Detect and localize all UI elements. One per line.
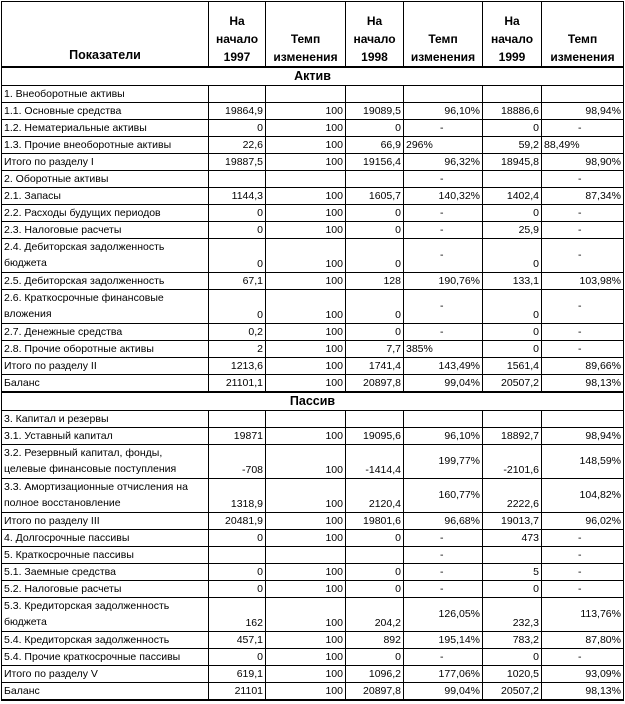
row-label: 2. Оборотные активы: [2, 170, 209, 187]
value-1999: 473: [483, 529, 542, 546]
value-1997: 619,1: [209, 665, 266, 682]
value-1998: 19156,4: [346, 153, 404, 170]
rate-1997: 100: [266, 665, 346, 682]
value-1998: 1605,7: [346, 187, 404, 204]
row-label: 4. Долгосрочные пассивы: [2, 529, 209, 546]
value-1999: 0: [483, 648, 542, 665]
table-row: [2, 682, 624, 700]
value-1999: 25,9: [483, 221, 542, 238]
table-row: [2, 597, 624, 631]
value-1997: 21101,1: [209, 374, 266, 392]
row-label: 5. Краткосрочные пассивы: [2, 546, 209, 563]
value-1998: 19801,6: [346, 512, 404, 529]
value-1997: 162: [209, 597, 266, 631]
rate-1999: 98,13%: [542, 374, 624, 392]
rate-1997: 100: [266, 529, 346, 546]
value-1998: -1414,4: [346, 444, 404, 478]
row-label: 5.4. Кредиторская задолженность: [2, 631, 209, 648]
rate-1998: 126,05%: [404, 597, 483, 631]
value-1999: 1020,5: [483, 665, 542, 682]
rate-1998: 96,32%: [404, 153, 483, 170]
table-row: [2, 238, 624, 272]
value-1997: 0: [209, 204, 266, 221]
rate-1999: -: [542, 580, 624, 597]
rate-1999: 88,49%: [542, 136, 624, 153]
rate-1999: -: [542, 204, 624, 221]
rate-1997: 100: [266, 102, 346, 119]
rate-1998: -: [404, 238, 483, 272]
value-1999: 133,1: [483, 272, 542, 289]
rate-1998: -: [404, 580, 483, 597]
row-label: 2.5. Дебиторская задолженность: [2, 272, 209, 289]
value-1998: 1741,4: [346, 357, 404, 374]
rate-1997: 100: [266, 119, 346, 136]
value-1997: 1213,6: [209, 357, 266, 374]
rate-1999: -: [542, 289, 624, 323]
row-label: Баланс: [2, 374, 209, 392]
rate-1999: -: [542, 563, 624, 580]
value-1997: 19871: [209, 427, 266, 444]
value-1998: [346, 85, 404, 102]
rate-1999: 98,13%: [542, 682, 624, 700]
rate-1998: -: [404, 648, 483, 665]
rate-1998: 96,68%: [404, 512, 483, 529]
table-row: [2, 102, 624, 119]
rate-1997: 100: [266, 580, 346, 597]
value-1997: 67,1: [209, 272, 266, 289]
row-label: 3.1. Уставный капитал: [2, 427, 209, 444]
rate-1999: 87,34%: [542, 187, 624, 204]
header-rate-2: Темп изменения: [404, 2, 483, 67]
row-label: 2.6. Краткосрочные финансовые вложения: [2, 289, 209, 323]
table-row: [2, 444, 624, 478]
rate-1998: 160,77%: [404, 478, 483, 512]
row-label: Итого по разделу III: [2, 512, 209, 529]
row-label: Итого по разделу V: [2, 665, 209, 682]
rate-1998: 190,76%: [404, 272, 483, 289]
value-1999: [483, 546, 542, 563]
row-label: Итого по разделу I: [2, 153, 209, 170]
rate-1997: 100: [266, 478, 346, 512]
value-1997: 0: [209, 289, 266, 323]
value-1997: 457,1: [209, 631, 266, 648]
value-1998: 2120,4: [346, 478, 404, 512]
rate-1999: -: [542, 221, 624, 238]
rate-1998: 385%: [404, 340, 483, 357]
rate-1999: -: [542, 119, 624, 136]
table-row: [2, 665, 624, 682]
row-label: 3.2. Резервный капитал, фонды, целевые финансовые поступления: [2, 444, 209, 478]
rate-1997: 100: [266, 374, 346, 392]
rate-1998: [404, 85, 483, 102]
value-1997: 0: [209, 221, 266, 238]
value-1999: 783,2: [483, 631, 542, 648]
table-row: [2, 512, 624, 529]
rate-1999: -: [542, 170, 624, 187]
rate-1999: 87,80%: [542, 631, 624, 648]
value-1999: 18945,8: [483, 153, 542, 170]
row-label: 3.3. Амортизационные отчисления на полное восстановление: [2, 478, 209, 512]
value-1999: -2101,6: [483, 444, 542, 478]
rate-1998: 99,04%: [404, 682, 483, 700]
value-1999: [483, 85, 542, 102]
rate-1997: 100: [266, 648, 346, 665]
value-1997: 1144,3: [209, 187, 266, 204]
rate-1997: 100: [266, 187, 346, 204]
row-label: 2.7. Денежные средства: [2, 323, 209, 340]
rate-1999: 148,59%: [542, 444, 624, 478]
value-1999: 19013,7: [483, 512, 542, 529]
rate-1998: 96,10%: [404, 427, 483, 444]
value-1999: 20507,2: [483, 682, 542, 700]
value-1998: [346, 546, 404, 563]
value-1998: 0: [346, 580, 404, 597]
row-label: 5.1. Заемные средства: [2, 563, 209, 580]
table-row: [2, 478, 624, 512]
rate-1997: 100: [266, 136, 346, 153]
value-1997: 0,2: [209, 323, 266, 340]
rate-1997: 100: [266, 340, 346, 357]
rate-1998: -: [404, 204, 483, 221]
rate-1998: -: [404, 563, 483, 580]
row-label: 2.1. Запасы: [2, 187, 209, 204]
rate-1997: [266, 546, 346, 563]
value-1997: [209, 170, 266, 187]
rate-1997: 100: [266, 563, 346, 580]
table-row: [2, 529, 624, 546]
value-1997: 19864,9: [209, 102, 266, 119]
value-1999: 20507,2: [483, 374, 542, 392]
row-label: 1. Внеоборотные активы: [2, 85, 209, 102]
value-1999: [483, 410, 542, 427]
value-1999: [483, 170, 542, 187]
table-row: [2, 374, 624, 392]
table-row: [2, 187, 624, 204]
value-1997: 22,6: [209, 136, 266, 153]
value-1998: 7,7: [346, 340, 404, 357]
value-1998: 19089,5: [346, 102, 404, 119]
rate-1997: 100: [266, 323, 346, 340]
rate-1999: -: [542, 529, 624, 546]
rate-1999: -: [542, 238, 624, 272]
rate-1999: 113,76%: [542, 597, 624, 631]
header-rate-3: Темп изменения: [542, 2, 624, 67]
value-1999: 0: [483, 238, 542, 272]
rate-1998: -: [404, 323, 483, 340]
rate-1998: -: [404, 529, 483, 546]
row-label: 1.1. Основные средства: [2, 102, 209, 119]
rate-1997: 100: [266, 289, 346, 323]
rate-1999: 98,94%: [542, 102, 624, 119]
value-1999: 0: [483, 340, 542, 357]
row-label: 2.4. Дебиторская задолженность бюджета: [2, 238, 209, 272]
section-passiv: [2, 392, 624, 411]
value-1999: 1402,4: [483, 187, 542, 204]
value-1998: 128: [346, 272, 404, 289]
value-1997: 0: [209, 648, 266, 665]
table-row: [2, 580, 624, 597]
value-1997: 0: [209, 529, 266, 546]
value-1998: [346, 170, 404, 187]
rate-1998: 140,32%: [404, 187, 483, 204]
row-label: 2.8. Прочие оборотные активы: [2, 340, 209, 357]
value-1999: 2222,6: [483, 478, 542, 512]
rate-1998: 199,77%: [404, 444, 483, 478]
row-label: 2.2. Расходы будущих периодов: [2, 204, 209, 221]
value-1998: 0: [346, 238, 404, 272]
value-1998: 1096,2: [346, 665, 404, 682]
value-1999: 18892,7: [483, 427, 542, 444]
value-1998: 0: [346, 529, 404, 546]
rate-1999: 104,82%: [542, 478, 624, 512]
value-1997: 19887,5: [209, 153, 266, 170]
table-row: [2, 563, 624, 580]
value-1999: 0: [483, 580, 542, 597]
value-1998: 20897,8: [346, 374, 404, 392]
value-1999: 1561,4: [483, 357, 542, 374]
header-rate-1: Темп изменения: [266, 2, 346, 67]
rate-1997: 100: [266, 221, 346, 238]
rate-1997: 100: [266, 357, 346, 374]
value-1997: 0: [209, 580, 266, 597]
rate-1998: [404, 410, 483, 427]
rate-1999: -: [542, 323, 624, 340]
rate-1998: -: [404, 170, 483, 187]
value-1997: 20481,9: [209, 512, 266, 529]
value-1998: 892: [346, 631, 404, 648]
rate-1997: 100: [266, 153, 346, 170]
row-label: Баланс: [2, 682, 209, 700]
row-label: 1.2. Нематериальные активы: [2, 119, 209, 136]
value-1997: 0: [209, 563, 266, 580]
value-1999: 5: [483, 563, 542, 580]
rate-1998: 99,04%: [404, 374, 483, 392]
rate-1998: 177,06%: [404, 665, 483, 682]
value-1998: 0: [346, 221, 404, 238]
table-row: [2, 170, 624, 187]
value-1998: [346, 410, 404, 427]
table-row: [2, 410, 624, 427]
rate-1997: 100: [266, 444, 346, 478]
row-label: 3. Капитал и резервы: [2, 410, 209, 427]
section-passiv-title: Пассив: [2, 392, 624, 411]
row-label: 1.3. Прочие внеоборотные активы: [2, 136, 209, 153]
table-row: [2, 340, 624, 357]
value-1998: 19095,6: [346, 427, 404, 444]
table-row: [2, 272, 624, 289]
table-row: [2, 648, 624, 665]
table-row: [2, 427, 624, 444]
table-row: [2, 546, 624, 563]
rate-1997: 100: [266, 238, 346, 272]
value-1998: 0: [346, 289, 404, 323]
rate-1998: 296%: [404, 136, 483, 153]
table-row: [2, 136, 624, 153]
table-row: [2, 153, 624, 170]
header-indicators: Показатели: [2, 2, 209, 67]
rate-1998: -: [404, 546, 483, 563]
value-1997: 2: [209, 340, 266, 357]
rate-1997: 100: [266, 427, 346, 444]
value-1999: 18886,6: [483, 102, 542, 119]
value-1997: 21101: [209, 682, 266, 700]
table-row: [2, 289, 624, 323]
value-1997: 1318,9: [209, 478, 266, 512]
value-1998: 0: [346, 204, 404, 221]
rate-1998: -: [404, 119, 483, 136]
table-row: [2, 204, 624, 221]
rate-1997: [266, 170, 346, 187]
value-1998: 0: [346, 323, 404, 340]
value-1999: 232,3: [483, 597, 542, 631]
row-label: 2.3. Налоговые расчеты: [2, 221, 209, 238]
value-1997: 0: [209, 238, 266, 272]
value-1997: -708: [209, 444, 266, 478]
row-label: 5.2. Налоговые расчеты: [2, 580, 209, 597]
header-start-1997: На начало 1997: [209, 2, 266, 67]
rate-1997: 100: [266, 272, 346, 289]
table-row: [2, 221, 624, 238]
rate-1999: 89,66%: [542, 357, 624, 374]
rate-1999: 98,94%: [542, 427, 624, 444]
value-1998: 204,2: [346, 597, 404, 631]
rate-1998: -: [404, 221, 483, 238]
rate-1998: -: [404, 289, 483, 323]
table-row: [2, 631, 624, 648]
header-start-1999: На начало 1999: [483, 2, 542, 67]
rate-1997: [266, 410, 346, 427]
value-1998: 0: [346, 563, 404, 580]
value-1998: 0: [346, 119, 404, 136]
value-1999: 59,2: [483, 136, 542, 153]
balance-table: [1, 1, 624, 701]
header-start-1998: На начало 1998: [346, 2, 404, 67]
rate-1998: 195,14%: [404, 631, 483, 648]
value-1999: 0: [483, 119, 542, 136]
rate-1999: [542, 410, 624, 427]
rate-1999: 98,90%: [542, 153, 624, 170]
value-1997: [209, 85, 266, 102]
row-label: Итого по разделу II: [2, 357, 209, 374]
value-1997: 0: [209, 119, 266, 136]
value-1999: 0: [483, 323, 542, 340]
rate-1997: 100: [266, 204, 346, 221]
value-1999: 0: [483, 289, 542, 323]
section-aktiv: [2, 67, 624, 86]
value-1997: [209, 410, 266, 427]
rate-1998: 96,10%: [404, 102, 483, 119]
rate-1999: [542, 85, 624, 102]
rate-1999: -: [542, 340, 624, 357]
section-aktiv-title: Актив: [2, 67, 624, 86]
value-1999: 0: [483, 204, 542, 221]
rate-1999: 103,98%: [542, 272, 624, 289]
value-1998: 20897,8: [346, 682, 404, 700]
table-row: [2, 85, 624, 102]
rate-1997: [266, 85, 346, 102]
table-row: [2, 323, 624, 340]
rate-1997: 100: [266, 597, 346, 631]
rate-1998: 143,49%: [404, 357, 483, 374]
rate-1999: 93,09%: [542, 665, 624, 682]
rate-1997: 100: [266, 631, 346, 648]
rate-1997: 100: [266, 682, 346, 700]
table-row: [2, 119, 624, 136]
value-1998: 66,9: [346, 136, 404, 153]
rate-1997: 100: [266, 512, 346, 529]
rate-1999: -: [542, 546, 624, 563]
header-row: [2, 2, 624, 67]
row-label: 5.3. Кредиторская задолженность бюджета: [2, 597, 209, 631]
value-1998: 0: [346, 648, 404, 665]
rate-1999: 96,02%: [542, 512, 624, 529]
value-1997: [209, 546, 266, 563]
row-label: 5.4. Прочие краткосрочные пассивы: [2, 648, 209, 665]
table-row: [2, 357, 624, 374]
rate-1999: -: [542, 648, 624, 665]
